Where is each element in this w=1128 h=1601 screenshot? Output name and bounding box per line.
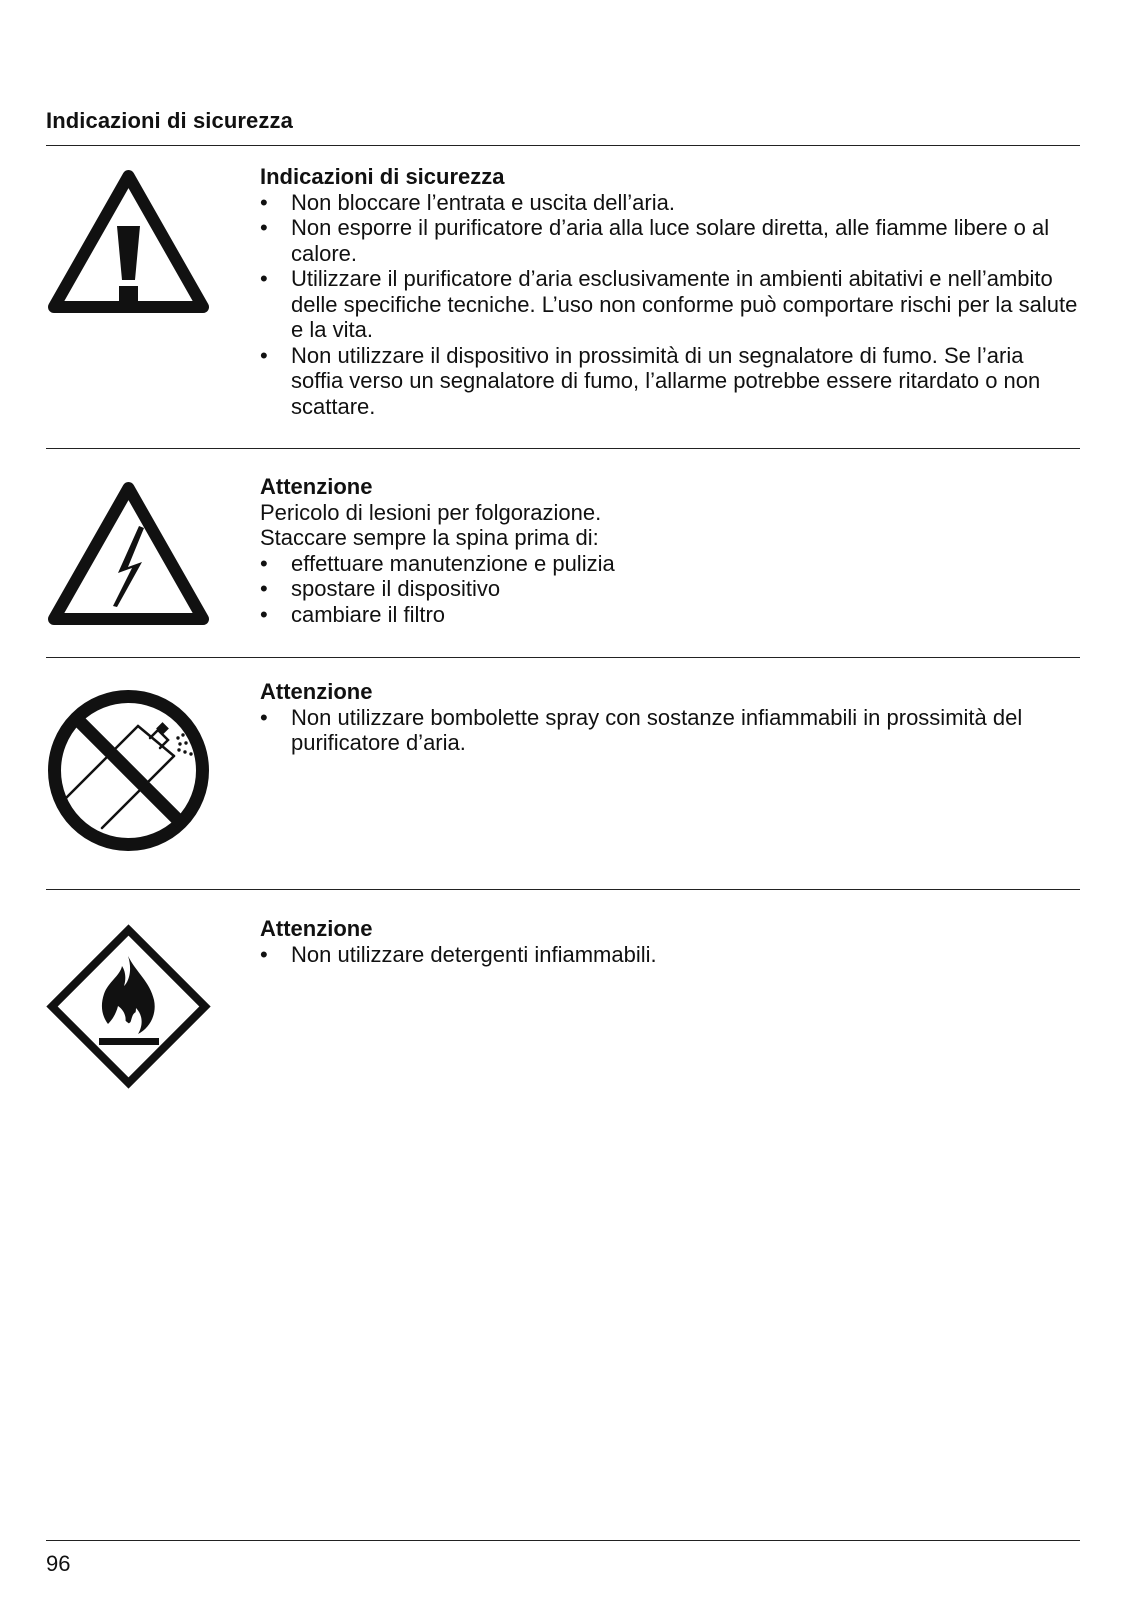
warning-exclamation-icon xyxy=(46,166,211,331)
list-item: • cambiare il filtro xyxy=(260,602,1080,628)
list-item: • Non utilizzare il dispositivo in prossimità di un segnalatore di fumo. Se l’aria soffia verso un segnalatore di fumo, l’allarme potrebbe essere ritardato o non scattare. xyxy=(260,343,1080,420)
electric-shock-warning-icon xyxy=(46,478,211,643)
section-divider xyxy=(46,657,1080,658)
section-heading: Attenzione xyxy=(260,679,373,704)
list-item: • effettuare manutenzione e pulizia xyxy=(260,551,1080,577)
safety-section-electric xyxy=(46,470,1080,650)
flammable-hazard-icon xyxy=(46,924,211,1089)
section-heading: Indicazioni di sicurezza xyxy=(260,164,505,189)
intro-text: Staccare sempre la spina prima di: xyxy=(260,525,599,550)
safety-section-flammable xyxy=(46,912,1080,1112)
no-spray-can-icon xyxy=(46,688,211,853)
bullet-list xyxy=(260,942,1080,968)
intro-text: Pericolo di lesioni per folgorazione. xyxy=(260,499,602,525)
page-number: 96 xyxy=(46,1551,71,1576)
safety-section-general xyxy=(46,160,1080,450)
list-item: • Non esporre il purificatore d’aria alla luce solare diretta, alle fiamme libere o al calore. xyxy=(260,215,1080,266)
section-divider xyxy=(46,448,1080,449)
list-item: • Non utilizzare detergenti infiammabili. xyxy=(260,942,1080,968)
section-heading: Attenzione xyxy=(260,474,373,499)
page-header-title: Indicazioni di sicurezza xyxy=(46,108,293,133)
header-divider xyxy=(46,145,1080,146)
list-item: • Utilizzare il purificatore d’aria esclusivamente in ambienti abitativi e nell’ambito delle specifiche tecniche. L’uso non conforme può comportare rischi per la salute e la vita. xyxy=(260,266,1080,343)
bullet-list xyxy=(260,190,1080,420)
list-item: • Non bloccare l’entrata e uscita dell’aria. xyxy=(260,190,1080,216)
safety-section-spray xyxy=(46,675,1080,885)
list-item: • Non utilizzare bombolette spray con sostanze infiammabili in prossimità del purificatore d’aria. xyxy=(260,705,1080,756)
bullet-list xyxy=(260,705,1080,756)
section-divider xyxy=(46,889,1080,890)
section-heading: Attenzione xyxy=(260,916,373,941)
list-item: • spostare il dispositivo xyxy=(260,576,1080,602)
footer-divider xyxy=(46,1540,1080,1541)
bullet-list xyxy=(260,551,1080,628)
